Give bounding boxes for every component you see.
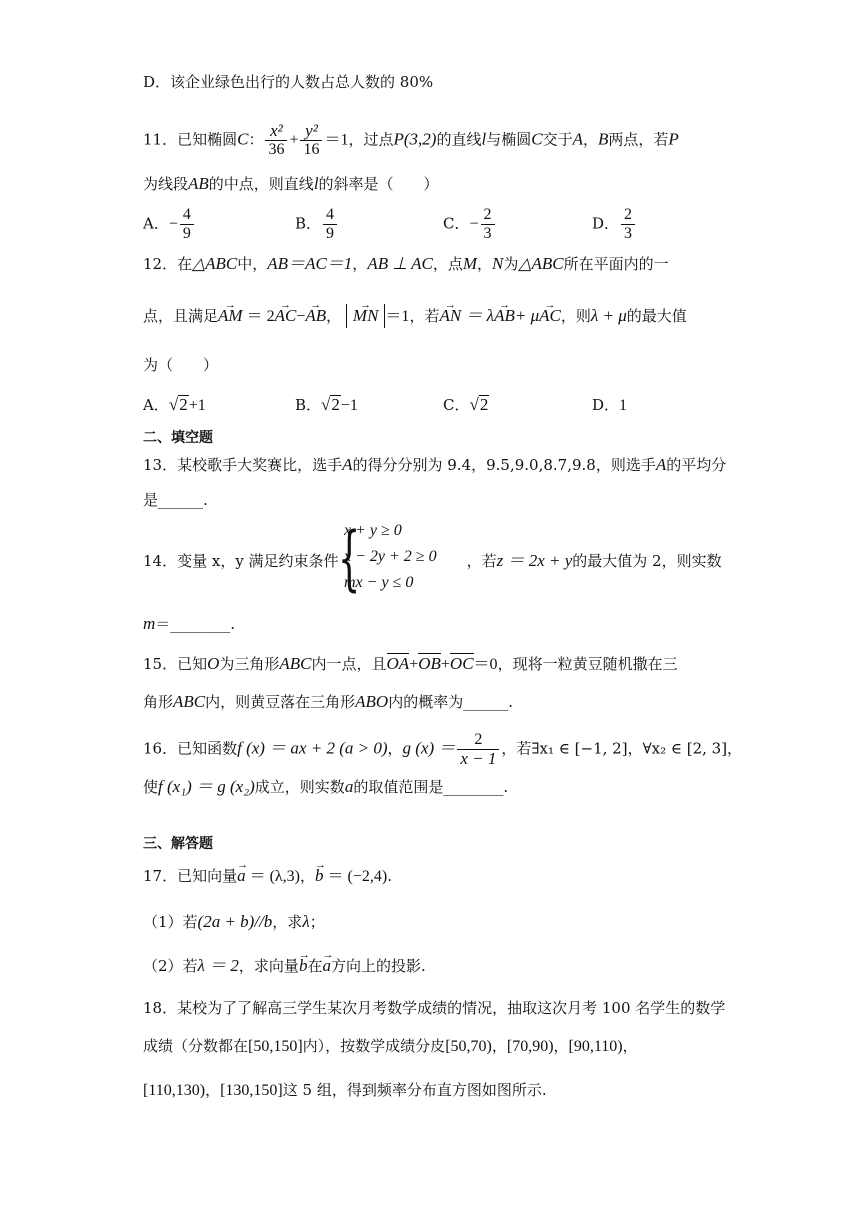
q17-part2: （2）若λ ＝ 2，求向量→ b在→ a方向上的投影. bbox=[143, 956, 426, 976]
fraction-y2-16: $\frac{\text{y²}}{16}$ bbox=[300, 122, 322, 159]
q13-line1: 13．某校歌手大奖赛比，选手A的得分分别为 9.4，9.5,9.0,8.7,9.8，则选手A的平均分 bbox=[143, 455, 727, 474]
q12-option-c: C．√2 bbox=[443, 395, 489, 414]
q11-option-b: B． $\frac{4}{9}$ bbox=[295, 206, 339, 243]
q12-line1: 12．在△ABC中，AB＝AC＝1，AB ⊥ AC，点M，N为△ABC所在平面内的一 bbox=[143, 254, 669, 273]
q13-line2: 是______. bbox=[143, 491, 208, 509]
q12-option-a: A．√2+1 bbox=[143, 395, 206, 414]
q16-line2: 使f (x₁) ＝ g (x₂)成立，则实数a的取值范围是________. bbox=[143, 777, 509, 796]
q12-line2: 点，且满足→ AM ＝ 2→ AC−→ AB， → MN ＝1，若→ AN ＝ λ→ AB+ μ→ AC，则λ + μ的最大值 bbox=[143, 304, 687, 328]
q15-line1: 15．已知O为三角形ABC内一点，且OA+OB+OC＝0，现将一粒黄豆随机撒在三 bbox=[143, 654, 678, 673]
q12-option-b: B．√2−1 bbox=[295, 395, 358, 414]
q11-line2: 为线段AB的中点，则直线l的斜率是（ ） bbox=[143, 174, 439, 193]
section-solution: 三、解答题 bbox=[143, 836, 213, 852]
q17-part1: （1）若(2a + b)//b，求λ； bbox=[143, 912, 325, 931]
fraction-x2-36: $\frac{\text{x²}}{36}$ bbox=[265, 122, 287, 159]
q11-option-a: A．− $\frac{4}{9}$ bbox=[143, 206, 196, 243]
q14-line1: 14．变量 x，y 满足约束条件 ，若z ＝ 2x + y的最大值为 2，则实数 bbox=[143, 551, 722, 570]
q12-line3: 为（ ） bbox=[143, 356, 219, 374]
q14-line2: m＝________. bbox=[143, 614, 236, 633]
section-fill-in: 二、填空题 bbox=[143, 430, 213, 446]
q18-line1: 18．某校为了了解高三学生某次月考数学成绩的情况，抽取这次月考 100 名学生的数学 bbox=[143, 999, 726, 1017]
q17-line1: 17．已知向量→ a ＝ (λ,3)，→ b ＝ (−2,4). bbox=[143, 866, 392, 887]
brace-icon: { bbox=[338, 517, 361, 599]
q18-line3: [110,130)，[130,150]这 5 组，得到频率分布直方图如图所示. bbox=[143, 1081, 547, 1099]
q11-option-c: C．− $\frac{2}{3}$ bbox=[443, 206, 497, 243]
q11-line1: 11．已知椭圆C： $\frac{\text{x²}}{36}$ + $\frac{\text{y²}}{16}$ ＝1，过点P(3,2)的直线l与椭圆C交于A，B两点，若P bbox=[143, 121, 679, 158]
q16-line1: 16．已知函数f (x) ＝ ax + 2 (a > 0)，g (x) ＝ $\frac{2}{x - 1}$ ，若∃x₁ ∈ [−1, 2]，∀x₂ ∈ [2, 3]， bbox=[143, 731, 743, 768]
q15-line2: 角形ABC内，则黄豆落在三角形ABO内的概率为______. bbox=[143, 692, 513, 711]
q18-line2: 成绩（分数都在[50,150]内），按数学成绩分皮[50,70)，[70,90)，[90,110)， bbox=[143, 1037, 638, 1055]
magnitude-mn: → MN bbox=[346, 304, 386, 328]
q12-option-d: D．1 bbox=[592, 396, 628, 414]
q10-option-d: D．该企业绿色出行的人数占总人数的 80% bbox=[143, 73, 434, 91]
q11-option-d: D． $\frac{2}{3}$ bbox=[592, 206, 637, 243]
